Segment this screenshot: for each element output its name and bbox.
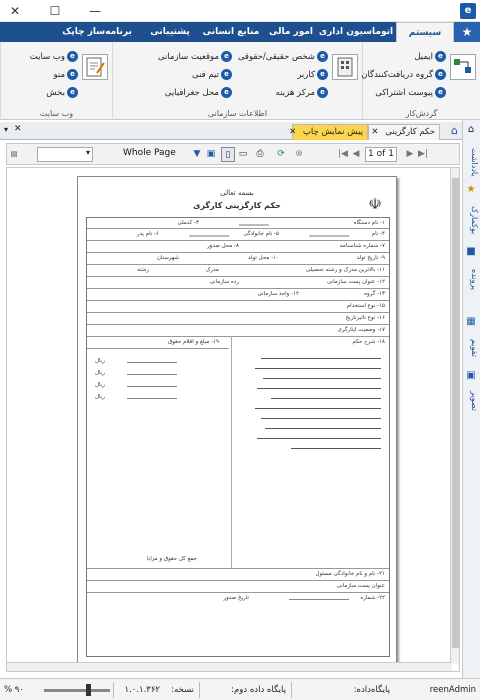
redacted-value [189, 235, 229, 237]
app-icon: e [435, 87, 446, 98]
label-id-number: ۷- شماره شناسنامه [339, 243, 385, 249]
horizontal-scrollbar[interactable] [7, 662, 452, 671]
form-divider [87, 336, 389, 337]
label-rial: ریال [95, 394, 105, 400]
page-view-icon[interactable]: ▯ [221, 147, 235, 162]
label-org-level: رده سازمانی [209, 279, 239, 285]
status-separator [291, 682, 292, 698]
text-line [291, 448, 381, 449]
app-icon: e [67, 69, 78, 80]
folder-icon[interactable]: ■ [466, 246, 476, 257]
ribbon-org-position[interactable]: eموقعیت سازمانی [158, 50, 232, 64]
label-rial: ریال [95, 370, 105, 376]
text-line [255, 408, 381, 409]
app-icon: e [221, 69, 232, 80]
ribbon-group-label: وب سایت [39, 109, 74, 118]
save-icon[interactable]: ▣ [206, 149, 216, 159]
prev-page-icon[interactable]: ◀ [352, 149, 360, 159]
redacted-value [127, 374, 177, 375]
refresh-icon[interactable]: ⟳ [277, 149, 285, 159]
label-last-name: ۵- نام خانوادگی [243, 231, 279, 237]
form-divider [87, 324, 389, 325]
label-issue-date: تاریخ صدور [223, 595, 249, 601]
tab-app-builder[interactable]: برنامه‌ساز چاپک [62, 27, 132, 37]
ribbon [0, 42, 480, 120]
app-icon: e [317, 69, 328, 80]
vertical-scrollbar[interactable] [450, 168, 459, 664]
label-effective-date: ۱۶- نوع تاثیرتاریخ [345, 315, 385, 321]
vtab-bookmark[interactable]: بوکمارک [470, 205, 479, 235]
emblem-icon: ☫ [368, 195, 382, 213]
text-line [257, 438, 381, 439]
home-icon[interactable]: ⌂ [467, 124, 475, 135]
stop-icon[interactable]: ⊗ [295, 149, 303, 159]
text-line [257, 388, 381, 389]
label-group: ۱۳- گروه [364, 291, 385, 297]
zoom-slider-track[interactable] [44, 689, 110, 692]
minimize-icon[interactable]: — [89, 4, 101, 18]
vtab-calendar[interactable]: تقویم [470, 339, 479, 357]
ribbon-group-label: گردش‌کار [405, 109, 438, 118]
doc-header: بسمه تعالی [220, 189, 254, 197]
app-icon: e [67, 87, 78, 98]
ribbon-website[interactable]: eوب سایت [30, 50, 78, 64]
doc-title: حکم کارگزینی کارگری [193, 201, 281, 210]
workflow-icon[interactable] [450, 54, 476, 80]
zoom-value: ۹۰ % [4, 685, 24, 695]
maximize-icon[interactable]: ☐ [49, 4, 61, 18]
form-divider [87, 276, 389, 277]
order-form [86, 217, 390, 657]
favorites-star-icon[interactable]: ★ [454, 22, 480, 42]
ribbon-shared-attachment[interactable]: eپیوست اشتراکی [375, 86, 446, 100]
label-national-id: ۳- کدملی [177, 220, 199, 226]
label-birth-place: ۱۰- محل تولد [248, 255, 279, 261]
label-org: ۱- نام دستگاه [353, 220, 385, 226]
page-number-input[interactable]: 1 of 1 [365, 147, 397, 162]
tab-support[interactable]: پشتیبانی [150, 27, 190, 37]
calendar-icon[interactable]: ▦ [466, 316, 476, 327]
document-page [77, 176, 397, 666]
label-order-number: ۲۲- شماره [360, 595, 385, 601]
label-first-name: ۴- نام [371, 231, 385, 237]
tab-office-automation[interactable]: اتوماسیون اداری [318, 27, 394, 37]
tab-close-icon[interactable]: ✕ [371, 127, 379, 137]
tab-hr[interactable]: منابع انسانی [202, 27, 260, 37]
app-icon: e [67, 51, 78, 62]
ribbon-group-workflow [362, 42, 480, 120]
search-select[interactable] [37, 147, 93, 162]
text-line [261, 358, 381, 359]
multi-page-icon[interactable]: ▭ [238, 149, 248, 159]
redacted-value [127, 398, 177, 399]
ribbon-section[interactable]: eبخش [46, 86, 78, 100]
form-divider [87, 264, 389, 265]
text-line [261, 418, 381, 419]
document-tabs [0, 122, 462, 140]
label-responsible-name: ۲۱- نام و نام خانوادگی مسئول [315, 571, 385, 577]
form-column-divider [231, 336, 232, 568]
label-education: ۱۱- بالاترین مدرک و رشته تحصیلی [305, 267, 385, 273]
main-menu [0, 22, 480, 42]
label-unit: ۱۴- واحد سازمانی [257, 291, 299, 297]
text-line [271, 398, 381, 399]
tab-print-preview[interactable]: پیش نمایش چاپ ✕ [292, 124, 368, 140]
ribbon-group-org [112, 42, 362, 120]
first-page-icon[interactable]: |◀ [338, 149, 348, 159]
edit-document-icon[interactable] [82, 54, 108, 80]
ribbon-geo-location[interactable]: eمحل جغرافیایی [165, 86, 232, 100]
db-base-label: پایگاه‌داده: [353, 685, 390, 695]
status-separator [199, 682, 200, 698]
label-city: شهرستان [156, 255, 179, 261]
label-employment-type: ۱۵- نوع استخدام [346, 303, 385, 309]
image-icon[interactable]: ▣ [466, 370, 476, 381]
title-bar [0, 0, 480, 22]
scroll-thumb[interactable] [452, 178, 459, 648]
label-rial: ریال [95, 382, 105, 388]
ribbon-recipient-group[interactable]: eگروه دریافت‌کنندگان [361, 68, 446, 82]
text-line [263, 378, 381, 379]
version-label: نسخه: [171, 685, 194, 695]
form-divider [87, 312, 389, 313]
ribbon-tech-team[interactable]: eتیم فنی [192, 68, 232, 82]
app-logo-icon: e [460, 3, 476, 19]
redacted-value [309, 235, 349, 237]
tab-menu-arrow-icon[interactable]: ▾ [4, 125, 9, 134]
close-all-icon[interactable]: ✕ [14, 124, 22, 134]
app-icon: e [435, 69, 446, 80]
form-divider [87, 300, 389, 301]
label-major: رشته [137, 267, 149, 273]
status-separator [113, 682, 114, 698]
ribbon-cost-center[interactable]: eمرکز هزینه [276, 86, 328, 100]
label-birth-date: ۹- تاریخ تولد [356, 255, 385, 261]
export-icon[interactable]: ▼ [193, 149, 201, 159]
form-divider [87, 228, 389, 229]
side-strip [462, 120, 480, 680]
text-line [265, 428, 381, 429]
form-divider [87, 568, 389, 569]
text-line [255, 368, 381, 369]
status-bar [0, 678, 480, 700]
tab-finance[interactable]: امور مالی [268, 27, 314, 37]
app-icon: e [435, 51, 446, 62]
label-post-title: ۱۲- عنوان پست سازمانی [326, 279, 385, 285]
ribbon-group-web [0, 42, 112, 120]
last-page-icon[interactable]: ▶| [418, 149, 428, 159]
label-father-name: ۶- نام پدر [136, 231, 159, 237]
next-page-icon[interactable]: ▶ [406, 149, 414, 159]
version-value: ۱.۰.۱.۳۶۲ [124, 685, 160, 695]
tab-close-icon[interactable]: ✕ [289, 127, 297, 137]
form-divider [87, 288, 389, 289]
zoom-slider-knob[interactable] [86, 684, 91, 696]
form-divider [87, 348, 229, 349]
label-total-salary: جمع کل حقوق و مزایا [147, 556, 197, 562]
db-second-label: پایگاه داده دوم: [231, 685, 286, 695]
redacted-value [127, 386, 177, 387]
ribbon-menu[interactable]: eمنو [53, 68, 78, 82]
home-tab-icon[interactable]: ⌂ [451, 124, 458, 137]
star-icon[interactable]: ★ [466, 184, 476, 195]
label-degree: مدرک [205, 267, 219, 273]
close-icon[interactable]: ✕ [9, 4, 21, 18]
redacted-value [289, 599, 349, 600]
print-preview-viewport [6, 167, 460, 672]
ribbon-user[interactable]: eکاربر [297, 68, 328, 82]
form-divider [87, 580, 389, 581]
app-icon: e [317, 87, 328, 98]
redacted-value [127, 362, 177, 363]
app-icon: e [221, 87, 232, 98]
redacted-value [239, 224, 269, 226]
label-issue-place: ۸- محل صدور [207, 243, 239, 249]
form-divider [87, 592, 389, 593]
app-icon: e [221, 51, 232, 62]
ribbon-email[interactable]: eایمیل [414, 50, 446, 64]
print-icon[interactable]: ⎙ [256, 149, 264, 159]
chevron-down-icon: ▾ [85, 148, 90, 157]
label-responsible-post: عنوان پست سازمانی [336, 583, 385, 589]
tab-system[interactable]: سیستم [396, 22, 454, 42]
form-divider [87, 240, 389, 241]
vtab-image[interactable]: تصویر [470, 391, 479, 411]
app-icon: e [317, 51, 328, 62]
toolbar-menu-icon[interactable]: ▤ [10, 150, 18, 158]
vtab-case[interactable]: پرونده [470, 269, 479, 291]
label-order-description: ۱۸- شرح حکم [352, 339, 385, 345]
viewer-toolbar [6, 143, 460, 165]
user-label: reenAdmin [429, 685, 476, 695]
vtab-notes[interactable]: یادداشت [470, 147, 479, 177]
tab-employment-order[interactable]: حکم کارگزینی ✕ [368, 124, 440, 140]
label-salary-items: ۱۹- مبلغ و اقلام حقوق [167, 339, 219, 345]
org-chart-icon[interactable] [332, 54, 358, 80]
label-veteran-status: ۱۷- وضعیت ایثارگری [337, 327, 385, 333]
zoom-select[interactable]: Whole Page [123, 148, 176, 158]
label-rial: ریال [95, 358, 105, 364]
ribbon-group-label: اطلاعات سازمانی [207, 109, 268, 118]
form-divider [87, 252, 389, 253]
ribbon-person[interactable]: eشخص حقیقی/حقوقی [238, 50, 328, 64]
